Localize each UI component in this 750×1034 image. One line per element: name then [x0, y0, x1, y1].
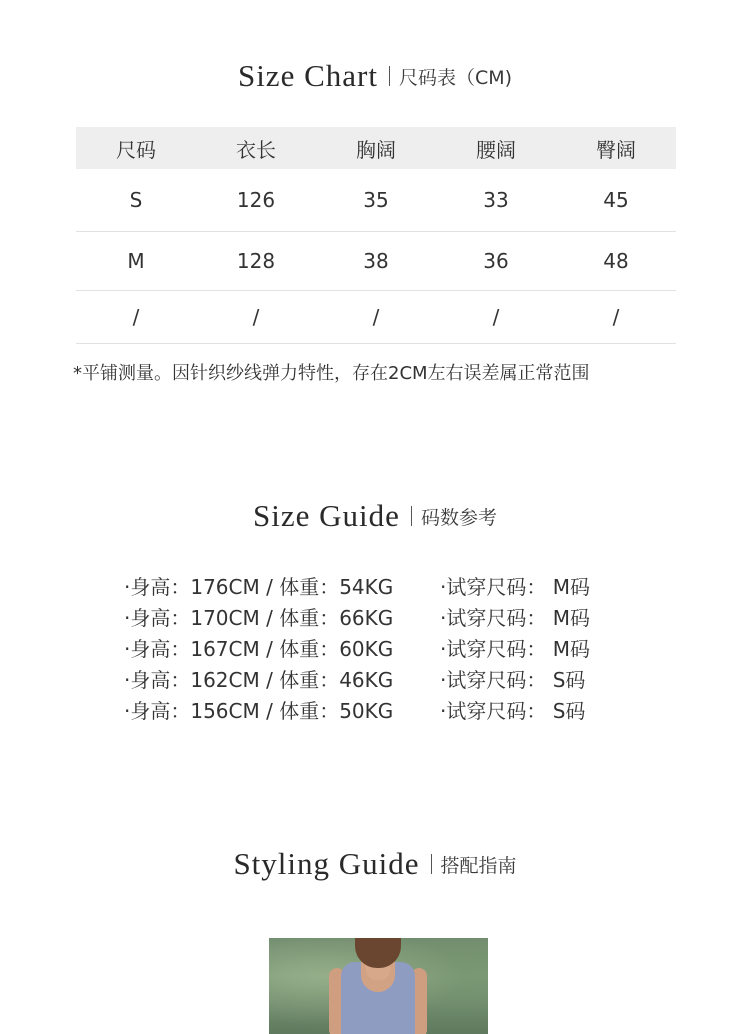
table-cell: /: [76, 291, 196, 344]
header-chest: 胸阔: [316, 127, 436, 169]
header-size: 尺码: [76, 127, 196, 169]
model-body-info: ·身高：156CM / 体重：50KG: [124, 699, 394, 723]
table-cell: /: [316, 291, 436, 344]
table-cell: 35: [316, 169, 436, 232]
size-chart-title-cn: 尺码表（CM): [398, 66, 513, 89]
table-cell: S: [76, 169, 196, 232]
size-guide-title-cn: 码数参考: [420, 506, 497, 529]
table-cell: 38: [316, 232, 436, 291]
table-cell: 33: [436, 169, 556, 232]
size-chart-title-en: Size Chart: [237, 58, 378, 93]
table-header-row: [76, 127, 676, 169]
table-cell: 48: [556, 232, 676, 291]
table-cell: /: [196, 291, 316, 344]
model-photo: [269, 938, 488, 1034]
size-guide-title-en: Size Guide: [253, 498, 400, 533]
table-cell: /: [556, 291, 676, 344]
size-chart-table: [76, 127, 676, 344]
table-row: [76, 169, 676, 232]
list-item: [124, 603, 644, 634]
styling-guide-title-cn: 搭配指南: [440, 854, 517, 877]
size-chart-heading: [0, 58, 750, 94]
title-divider: [411, 506, 412, 526]
table-row: [76, 232, 676, 291]
header-waist: 腰阔: [436, 127, 556, 169]
styling-guide-title-en: Styling Guide: [233, 846, 420, 881]
table-cell: 36: [436, 232, 556, 291]
list-item: [124, 572, 644, 603]
model-body-info: ·身高：176CM / 体重：54KG: [124, 575, 394, 599]
title-divider: [431, 854, 432, 874]
table-cell: 128: [196, 232, 316, 291]
model-fit-size: ·试穿尺码： M码: [440, 575, 590, 599]
header-length: 衣长: [196, 127, 316, 169]
model-fit-size: ·试穿尺码： M码: [440, 637, 590, 661]
model-fit-size: ·试穿尺码： M码: [440, 606, 590, 630]
measurement-note: *平铺测量。因针织纱线弹力特性，存在2CM左右误差属正常范围: [73, 363, 590, 384]
table-cell: M: [76, 232, 196, 291]
table-cell: 45: [556, 169, 676, 232]
table-row: [76, 291, 676, 344]
table-cell: /: [436, 291, 556, 344]
list-item: [124, 665, 644, 696]
model-fit-size: ·试穿尺码： S码: [440, 699, 586, 723]
title-divider: [389, 66, 390, 86]
model-body-info: ·身高：162CM / 体重：46KG: [124, 668, 394, 692]
size-guide-heading: [0, 498, 750, 534]
styling-guide-heading: [0, 846, 750, 882]
model-body-info: ·身高：170CM / 体重：66KG: [124, 606, 394, 630]
model-fit-size: ·试穿尺码： S码: [440, 668, 586, 692]
size-guide-list: [124, 572, 644, 727]
header-hip: 臀阔: [556, 127, 676, 169]
model-body-info: ·身高：167CM / 体重：60KG: [124, 637, 394, 661]
list-item: [124, 634, 644, 665]
table-cell: 126: [196, 169, 316, 232]
list-item: [124, 696, 644, 727]
